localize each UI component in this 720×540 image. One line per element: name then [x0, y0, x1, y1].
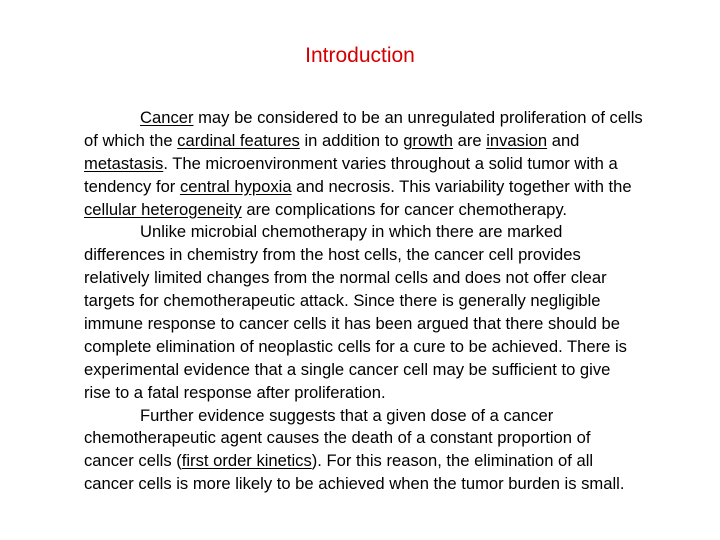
text-line — [84, 107, 694, 130]
text-segment: may be considered to be an unregulated proliferation of cells — [193, 108, 643, 127]
text-segment: rise to a fatal response after proliferation. — [84, 382, 386, 402]
text-segment: and — [547, 130, 580, 150]
text-line — [84, 427, 694, 450]
text-segment: immune response to cancer cells it has been argued that there should be — [84, 314, 620, 334]
text-line — [84, 450, 694, 473]
body-text — [84, 107, 694, 496]
text-segment: Further evidence suggests that a given dose of a cancer — [140, 405, 554, 425]
underlined-term: metastasis — [84, 153, 164, 173]
underlined-term: invasion — [486, 130, 548, 150]
text-segment: . The microenvironment varies throughout a solid tumor with a — [163, 153, 618, 173]
text-line — [84, 359, 694, 382]
underlined-term: central hypoxia — [179, 176, 292, 196]
text-segment: of which the — [84, 130, 178, 150]
text-line — [84, 382, 694, 405]
underlined-term: Cancer — [140, 108, 194, 127]
text-segment: experimental evidence that a single cancer cell may be sufficient to give — [84, 359, 611, 379]
text-segment: complete elimination of neoplastic cells for a cure to be achieved. There is — [84, 336, 627, 356]
text-segment: are — [453, 130, 487, 150]
underlined-term: cellular heterogeneity — [84, 199, 242, 219]
text-segment: chemotherapeutic agent causes the death of a constant proportion of — [84, 428, 591, 448]
text-segment: ). For this reason, the elimination of all — [311, 451, 594, 471]
text-segment: in addition to — [299, 130, 404, 150]
text-line — [84, 176, 694, 199]
text-segment: differences in chemistry from the host cells, the cancer cell provides — [84, 245, 581, 265]
text-segment: cancer cells is more likely to be achieved when the tumor burden is small. — [84, 474, 625, 494]
underlined-term: growth — [403, 130, 453, 150]
text-line — [84, 473, 694, 496]
text-segment: are complications for cancer chemotherapy. — [241, 199, 568, 219]
text-segment: cancer cells ( — [84, 451, 182, 471]
text-line — [84, 199, 694, 222]
text-line — [84, 336, 694, 359]
text-line — [84, 405, 694, 428]
text-line — [84, 244, 694, 267]
slide-title — [0, 44, 720, 68]
text-line — [84, 221, 694, 244]
underlined-term: cardinal features — [177, 130, 300, 150]
text-segment: Unlike microbial chemotherapy in which there are marked — [140, 222, 563, 242]
text-line — [84, 313, 694, 336]
text-segment: relatively limited changes from the normal cells and does not offer clear — [84, 268, 607, 288]
text-segment: and necrosis. This variability together with the — [291, 176, 632, 196]
text-segment: tendency for — [84, 176, 180, 196]
text-line — [84, 153, 694, 176]
underlined-term: first order kinetics — [181, 451, 312, 471]
text-line — [84, 267, 694, 290]
slide-title-text: Introduction — [305, 44, 415, 67]
text-segment: targets for chemotherapeutic attack. Since there is generally negligible — [84, 291, 601, 311]
text-line — [84, 290, 694, 313]
text-line — [84, 130, 694, 153]
